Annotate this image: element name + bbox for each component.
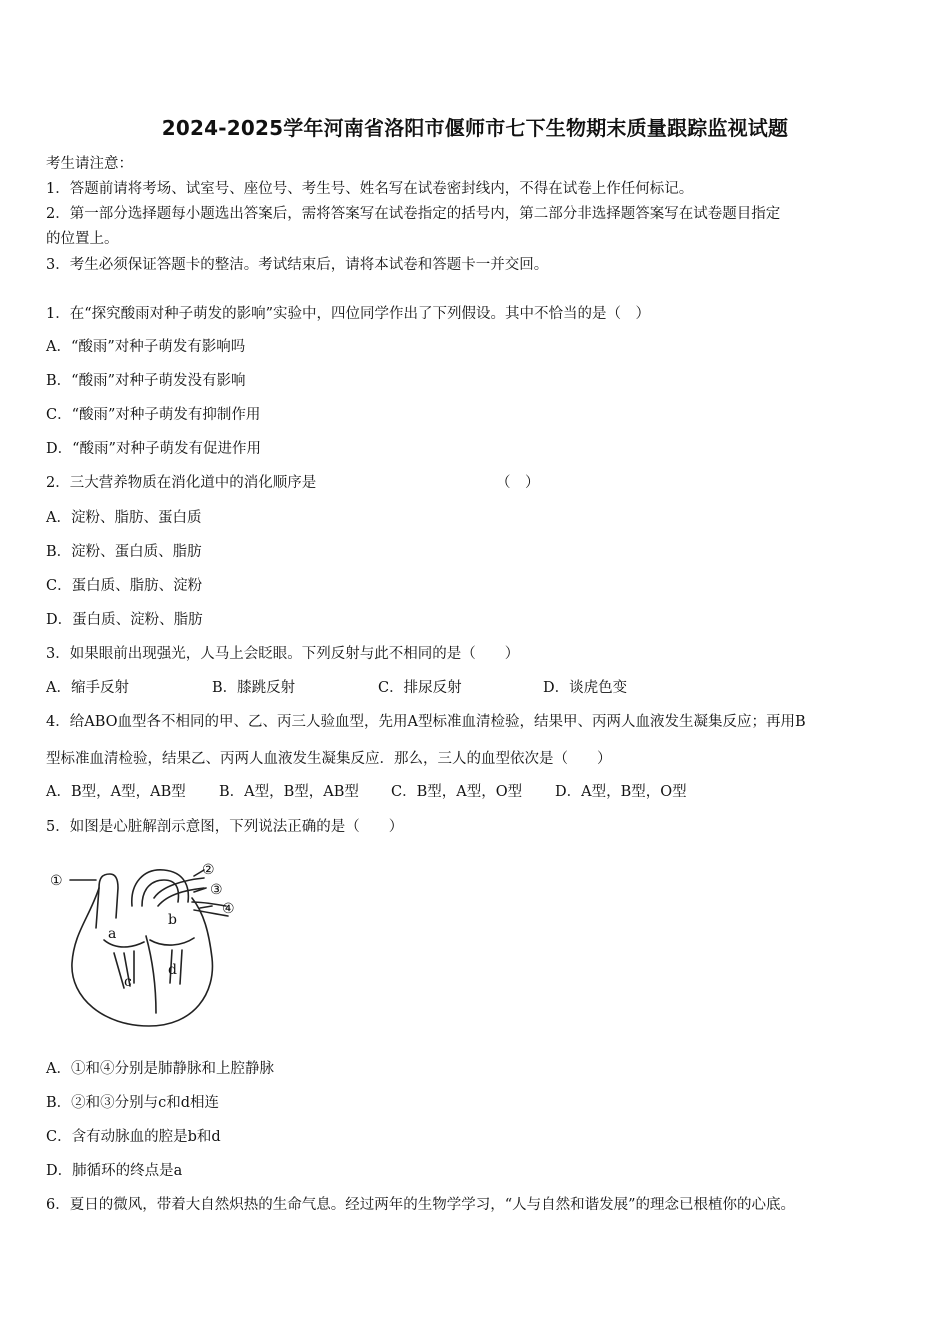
question-6-stem: 6．夏日的微风，带着大自然炽热的生命气息。经过两年的生物学学习，“人与自然和谐发展”的理念已根植你的心底。 — [46, 1197, 796, 1213]
question-4-stem-cont: 型标准血清检验，结果乙、丙两人血液发生凝集反应．那么，三人的血型依次是（ ） — [46, 751, 612, 767]
notice-heading: 考生请注意： — [46, 156, 133, 172]
notice-item-2: 2．第一部分选择题每小题选出答案后，需将答案写在试卷指定的括号内，第二部分非选择题答案写在试卷题目指定 — [46, 206, 781, 222]
question-1-option-a: A．“酸雨”对种子萌发有影响吗 — [46, 339, 246, 355]
question-2-option-c: C．蛋白质、脂肪、淀粉 — [46, 578, 203, 594]
question-1-option-c: C．“酸雨”对种子萌发有抑制作用 — [46, 407, 261, 423]
notice-item-1: 1．答题前请将考场、试室号、座位号、考生号、姓名写在试卷密封线内，不得在试卷上作任何标记。 — [46, 181, 694, 197]
heart-diagram — [44, 858, 249, 1033]
question-5-option-d: D．肺循环的终点是a — [46, 1163, 183, 1179]
question-1-option-d: D．“酸雨”对种子萌发有促进作用 — [46, 441, 261, 457]
question-3-option-b: B．膝跳反射 — [212, 680, 296, 696]
question-5-stem: 5．如图是心脏解剖示意图，下列说法正确的是（ ） — [46, 819, 404, 835]
heart-outline — [72, 888, 213, 1026]
question-5-option-a: A．①和④分别是肺静脉和上腔静脉 — [46, 1061, 274, 1077]
question-2-option-a: A．淀粉、脂肪、蛋白质 — [46, 510, 202, 526]
figure-label-1: ① — [50, 873, 63, 889]
question-4-option-b: B．A型，B型，AB型 — [219, 784, 359, 800]
question-4-option-a: A．B型，A型，AB型 — [46, 784, 186, 800]
page-title: 2024-2025学年河南省洛阳市偃师市七下生物期末质量跟踪监视试题 — [161, 116, 789, 140]
question-3-option-c: C．排尿反射 — [378, 680, 462, 696]
question-2-option-d: D．蛋白质、淀粉、脂肪 — [46, 612, 203, 628]
question-4-option-c: C．B型，A型，O型 — [391, 784, 523, 800]
question-4-stem: 4．给ABO血型各不相同的甲、乙、丙三人验血型，先用A型标准血清检验，结果甲、丙两人血液发生凝集反应；再用B — [46, 714, 806, 730]
question-3-option-a: A．缩手反射 — [46, 680, 129, 696]
aortic-arch — [132, 870, 189, 906]
figure-label-2: ② — [202, 862, 215, 878]
question-3-stem: 3．如果眼前出现强光，人马上会眨眼。下列反射与此不相同的是（ ） — [46, 646, 520, 662]
question-2-stem: 2．三大营养物质在消化道中的消化顺序是 — [46, 475, 317, 491]
vena-cava — [96, 874, 118, 928]
question-5-option-c: C．含有动脉血的腔是b和d — [46, 1129, 221, 1145]
question-2-option-b: B．淀粉、蛋白质、脂肪 — [46, 544, 202, 560]
question-4-option-d: D．A型，B型，O型 — [555, 784, 687, 800]
leader-lines — [70, 870, 212, 908]
figure-label-4: ④ — [222, 901, 235, 917]
figure-label-a: a — [108, 926, 117, 942]
figure-label-b: b — [168, 912, 177, 928]
question-1-option-b: B．“酸雨”对种子萌发没有影响 — [46, 373, 246, 389]
question-5-option-b: B．②和③分别与c和d相连 — [46, 1095, 220, 1111]
question-1-stem: 1．在“探究酸雨对种子萌发的影响”实验中，四位同学作出了下列假设。其中不恰当的是（ ） — [46, 306, 651, 322]
question-2-bracket: （ ） — [496, 475, 540, 491]
figure-label-d: d — [168, 962, 177, 978]
septum — [146, 936, 156, 1013]
figure-label-c: c — [124, 974, 132, 990]
figure-label-3: ③ — [210, 882, 223, 898]
notice-item-2-cont: 的位置上。 — [46, 231, 119, 247]
question-3-option-d: D．谈虎色变 — [543, 680, 628, 696]
notice-item-3: 3．考生必须保证答题卡的整洁。考试结束后，请将本试卷和答题卡一并交回。 — [46, 257, 549, 273]
